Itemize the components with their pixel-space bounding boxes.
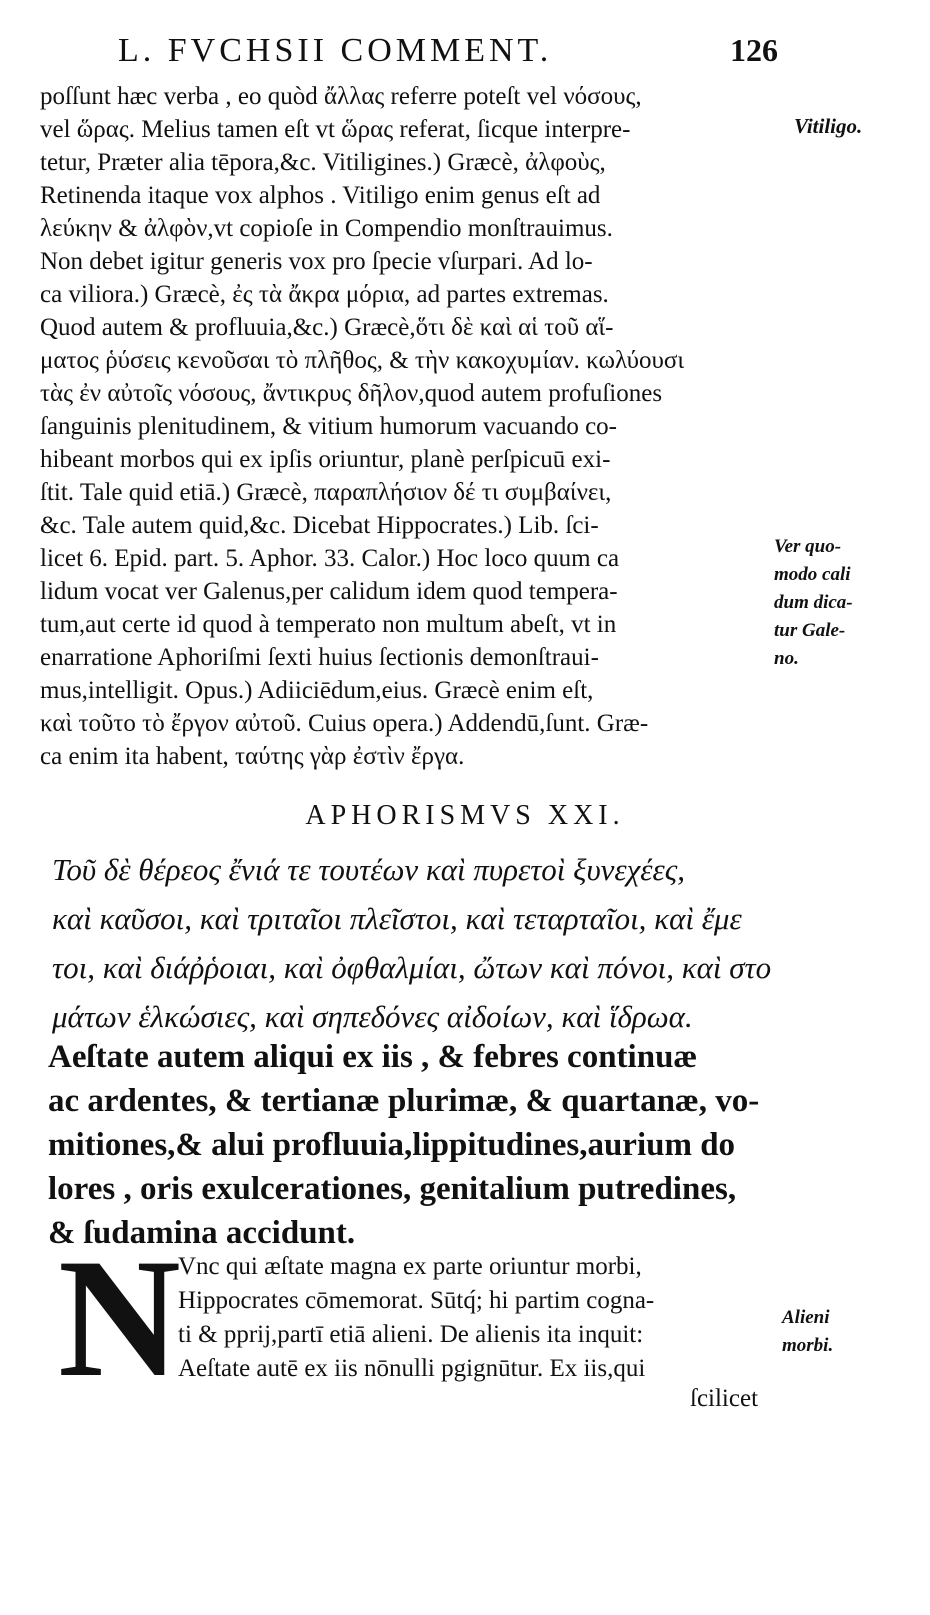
running-head: L. FVCHSII COMMENT. xyxy=(118,32,553,69)
commentary-line: tum,aut certe id quod à temperato non multum abeſt, vt in xyxy=(40,611,617,638)
commentary-line: τὰς ἐν αὐτοῖς νόσους, ἄντικρυς δῆλον,quod autem profuſiones xyxy=(40,380,663,407)
commentary2-line: Aeſtate autē ex iis nōnulli pgignūtur. Ex iis,qui xyxy=(178,1355,646,1382)
drop-cap-initial: N xyxy=(58,1224,181,1412)
latin-line: ac ardentes, & tertianæ plurimæ, & quartanæ, vo- xyxy=(48,1083,760,1119)
margin-note-line: modo cali xyxy=(774,564,851,585)
greek-line: καὶ καῦσοι, καὶ τριταῖοι πλεῖστοι, καὶ τεταρταῖοι, καὶ ἔμε xyxy=(52,901,742,936)
commentary-line: ca enim ita habent, ταύτης γὰρ ἐστὶν ἔργα. xyxy=(40,743,465,770)
margin-note-line: Alieni xyxy=(782,1307,830,1328)
commentary-line: licet 6. Epid. part. 5. Aphor. 33. Calor.) Hoc loco quum ca xyxy=(40,545,620,572)
greek-line: μάτων ἑλκώσιες, καὶ σηπεδόνες αἰδοίων, καὶ ἵδρωα. xyxy=(52,999,693,1034)
aphorism-heading: APHORISMVS XXI. xyxy=(305,800,625,831)
margin-note-line: Vitiligo. xyxy=(794,114,863,138)
margin-note-line: morbi. xyxy=(782,1335,834,1356)
commentary-line: ca viliora.) Græcè, ἐς τὰ ἄκρα μόρια, ad partes extremas. xyxy=(40,281,609,308)
latin-line: mitiones,& alui profluuia,lippitudines,aurium do xyxy=(48,1127,736,1163)
commentary-line: ſtit. Tale quid etiā.) Græcè, παραπλήσιον δέ τι συμβαίνει, xyxy=(40,479,612,506)
commentary-line: poſſunt hæc verba , eo quòd ἄλλας referre poteſt vel νόσους, xyxy=(40,83,642,110)
greek-line: Τοῦ δὲ θέρεος ἔνιά τε τουτέων καὶ πυρετοὶ ξυνεχέες, xyxy=(52,852,686,887)
margin-note-line: no. xyxy=(774,648,799,669)
commentary-line: mus,intelligit. Opus.) Adiiciēdum,eius. Græcè enim eſt, xyxy=(40,677,594,704)
commentary2-line: ti & pprij,partī etiā alieni. De alienis ita inquit: xyxy=(178,1321,644,1348)
margin-note-line: tur Gale- xyxy=(774,620,846,641)
commentary-line: vel ὥρας. Melius tamen eſt vt ὥρας referat, ſicque interpre- xyxy=(40,116,631,143)
aphorism-latin xyxy=(48,1035,768,1255)
commentary-line: Retinenda itaque vox alphos . Vitiligo enim genus eſt ad xyxy=(40,182,601,209)
commentary-line: enarratione Aphoriſmi ſexti huius ſectionis demonſtraui- xyxy=(40,644,599,671)
commentary2-block xyxy=(178,1250,768,1386)
commentary-line: lidum vocat ver Galenus,per calidum idem quod tempera- xyxy=(40,578,618,605)
margin-note-vitiligo xyxy=(794,112,862,140)
commentary2-line: Hippocrates cōmemorat. Sūtq́; hi partim cogna- xyxy=(178,1287,655,1314)
margin-note-ver xyxy=(774,533,853,673)
commentary-line: ματος ῥύσεις κενοῦσαι τὸ πλῆθος, & τὴν κακοχυμίαν. κωλύουσι xyxy=(40,347,685,374)
commentary-line: καὶ τοῦτο τὸ ἔργον αὐτοῦ. Cuius opera.) Addendū,ſunt. Græ- xyxy=(40,710,649,737)
aphorism-greek xyxy=(52,845,772,1041)
commentary-block xyxy=(40,80,765,773)
catchword: ſcilicet xyxy=(690,1385,759,1412)
latin-line: Aeſtate autem aliqui ex iis , & febres continuæ xyxy=(48,1039,698,1075)
greek-line: τοι, καὶ διάῤῥοιαι, καὶ ὀφθαλμίαι, ὤτων καὶ πόνοι, καὶ στο xyxy=(52,950,772,985)
commentary-line: Quod autem & profluuia,&c.) Græcè,ὅτι δὲ καὶ αἱ τοῦ αἵ- xyxy=(40,314,614,341)
commentary-line: hibeant morbos qui ex ipſis oriuntur, planè perſpicuū exi- xyxy=(40,446,611,473)
latin-line: & ſudamina accidunt. xyxy=(48,1215,356,1251)
commentary-line: tetur, Præter alia tēpora,&c. Vitiligines.) Græcè, ἀλφοὺς, xyxy=(40,149,606,176)
commentary-line: Non debet igitur generis vox pro ſpecie vſurpari. Ad lo- xyxy=(40,248,593,275)
page-header xyxy=(118,32,778,76)
margin-note-line: dum dica- xyxy=(774,592,853,613)
latin-line: lores , oris exulcerationes, genitalium putredines, xyxy=(48,1171,737,1207)
commentary-line: &c. Tale autem quid,&c. Dicebat Hippocrates.) Lib. ſci- xyxy=(40,512,599,539)
commentary2-line: Vnc qui æſtate magna ex parte oriuntur morbi, xyxy=(178,1253,642,1280)
commentary-line: λεύκην & ἀλφὸν,vt copioſe in Compendio monſtrauimus. xyxy=(40,215,613,242)
margin-note-alieni xyxy=(782,1304,833,1360)
folio-number: 126 xyxy=(730,32,778,68)
commentary-line: ſanguinis plenitudinem, & vitium humorum vacuando co- xyxy=(40,413,617,440)
margin-note-line: Ver quo- xyxy=(774,536,842,557)
